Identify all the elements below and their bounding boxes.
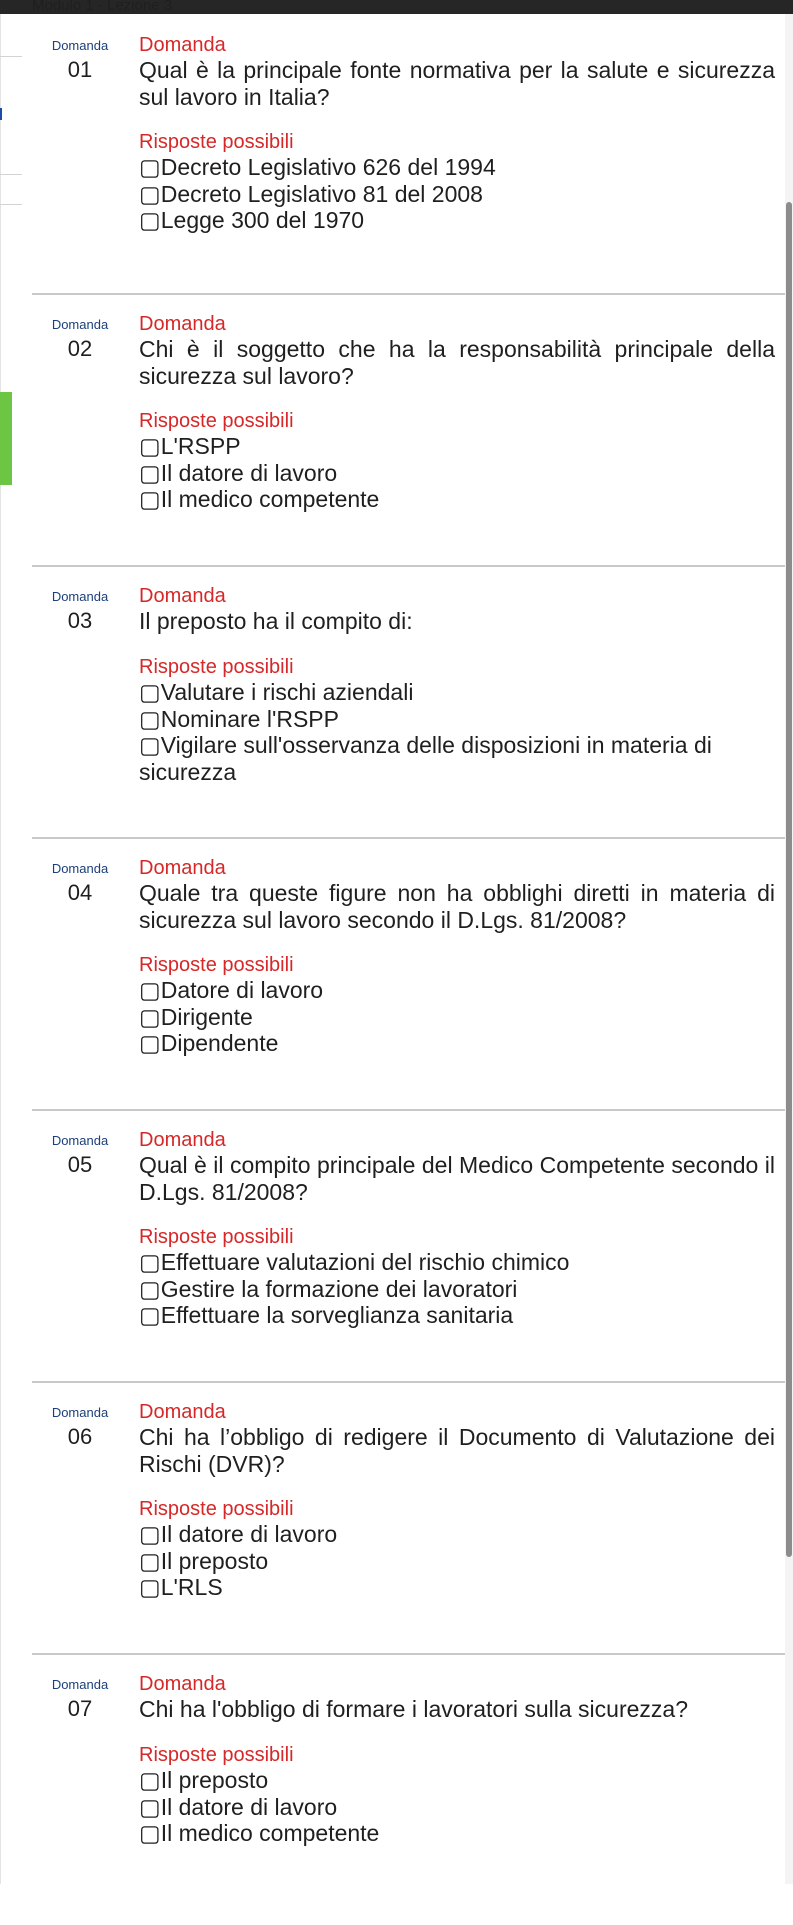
question-text: Il preposto ha il compito di: <box>139 608 413 634</box>
checkbox-icon[interactable]: ▢ <box>139 207 161 233</box>
question-divider <box>32 565 785 567</box>
answer-list <box>139 154 775 234</box>
question-text: Quale tra queste figure non ha obblighi diretti in materia di sicurezza sul lavoro secondo il D.Lgs. 81/2008? <box>139 880 775 933</box>
answer-label: Dirigente <box>160 1003 253 1030</box>
answer-option[interactable] <box>139 460 775 487</box>
answer-option[interactable] <box>139 181 775 208</box>
question-divider <box>32 1381 785 1383</box>
answer-option[interactable] <box>139 1548 775 1575</box>
answer-label: Valutare i rischi aziendali <box>160 679 414 705</box>
breadcrumb[interactable]: Modulo 1 - Lezione 3 <box>32 0 173 11</box>
question-heading: Domanda <box>139 1673 226 1695</box>
question-number: 01 <box>67 57 93 82</box>
question-text: Chi ha l’obbligo di redigere il Documento di Valutazione dei Rischi (DVR)? <box>139 1424 775 1477</box>
answer-option[interactable] <box>139 486 775 513</box>
question-divider <box>32 293 785 295</box>
question-block <box>0 1109 785 1381</box>
checkbox-icon[interactable]: ▢ <box>139 1249 161 1275</box>
answers-heading: Risposte possibili <box>139 410 294 432</box>
answer-option[interactable] <box>139 1030 775 1057</box>
answer-option[interactable] <box>139 1521 775 1548</box>
question-block <box>0 14 785 286</box>
question-block <box>0 565 785 837</box>
question-heading: Domanda <box>139 313 226 335</box>
answer-option[interactable] <box>139 1004 775 1031</box>
answers-heading: Risposte possibili <box>139 131 294 153</box>
question-number: 02 <box>67 336 93 361</box>
checkbox-icon[interactable]: ▢ <box>139 1547 161 1574</box>
question-tag: Domanda <box>51 38 109 53</box>
question-block <box>0 837 785 1109</box>
checkbox-icon[interactable]: ▢ <box>139 459 161 486</box>
question-number: 05 <box>67 1152 93 1177</box>
answer-label: L'RSPP <box>160 433 241 459</box>
question-number: 04 <box>67 880 93 905</box>
question-heading: Domanda <box>139 1129 226 1151</box>
checkbox-icon[interactable]: ▢ <box>139 1820 161 1846</box>
answer-label: L'RLS <box>160 1574 223 1600</box>
question-tag: Domanda <box>51 589 109 604</box>
answer-option[interactable] <box>139 1276 775 1303</box>
answers-heading: Risposte possibili <box>139 1226 294 1248</box>
answer-option[interactable] <box>139 977 775 1004</box>
answer-label: Effettuare la sorveglianza sanitaria <box>160 1302 514 1328</box>
answer-label: Vigilare sull'osservanza delle disposizioni in materia di sicurezza <box>139 732 712 785</box>
answer-list <box>139 1767 775 1847</box>
answer-label: Il medico competente <box>160 486 380 512</box>
answer-option[interactable] <box>139 732 775 785</box>
answer-list <box>139 1521 775 1601</box>
checkbox-icon[interactable]: ▢ <box>139 433 161 459</box>
answer-label: Il datore di lavoro <box>160 459 338 486</box>
answer-option[interactable] <box>139 154 775 181</box>
checkbox-icon[interactable]: ▢ <box>139 154 161 180</box>
question-text: Qual è il compito principale del Medico Competente secondo il D.Lgs. 81/2008? <box>139 1152 775 1205</box>
question-number: 07 <box>67 1696 93 1721</box>
checkbox-icon[interactable]: ▢ <box>139 1793 161 1820</box>
answer-option[interactable] <box>139 706 775 733</box>
answer-option[interactable] <box>139 1767 775 1794</box>
answers-heading: Risposte possibili <box>139 954 294 976</box>
question-divider <box>32 837 785 839</box>
answer-list <box>139 433 775 513</box>
answer-label: Dipendente <box>160 1030 279 1056</box>
answer-option[interactable] <box>139 1574 775 1601</box>
checkbox-icon[interactable]: ▢ <box>139 705 161 732</box>
answer-label: Il datore di lavoro <box>160 1521 338 1547</box>
checkbox-icon[interactable]: ▢ <box>139 1521 161 1547</box>
question-tag: Domanda <box>51 861 109 876</box>
checkbox-icon[interactable]: ▢ <box>139 977 161 1003</box>
question-block <box>0 1653 785 1925</box>
answer-label: Datore di lavoro <box>160 977 324 1003</box>
question-block <box>0 293 785 565</box>
question-divider <box>32 1653 785 1655</box>
question-heading: Domanda <box>139 1401 226 1423</box>
question-heading: Domanda <box>139 585 226 607</box>
checkbox-icon[interactable]: ▢ <box>139 1003 161 1030</box>
answer-option[interactable] <box>139 1820 775 1847</box>
question-text: Chi ha l'obbligo di formare i lavoratori sulla sicurezza? <box>139 1696 688 1722</box>
question-tag: Domanda <box>51 317 109 332</box>
answer-label: Decreto Legislativo 626 del 1994 <box>160 154 496 180</box>
checkbox-icon[interactable]: ▢ <box>139 1275 161 1302</box>
answer-option[interactable] <box>139 207 775 234</box>
answer-label: Legge 300 del 1970 <box>160 207 365 233</box>
answer-label: Nominare l'RSPP <box>160 705 339 732</box>
checkbox-icon[interactable]: ▢ <box>139 1302 161 1328</box>
question-text: Chi è il soggetto che ha la responsabilità principale della sicurezza sul lavoro? <box>139 336 775 389</box>
answer-option[interactable] <box>139 433 775 460</box>
answer-list <box>139 1249 775 1329</box>
checkbox-icon[interactable]: ▢ <box>139 1030 161 1056</box>
answer-option[interactable] <box>139 1249 775 1276</box>
answer-label: Effettuare valutazioni del rischio chimico <box>160 1249 570 1275</box>
question-tag: Domanda <box>51 1133 109 1148</box>
checkbox-icon[interactable]: ▢ <box>139 180 161 207</box>
answer-label: Il preposto <box>160 1547 269 1574</box>
answer-list <box>139 977 775 1057</box>
question-divider <box>32 1109 785 1111</box>
answer-option[interactable] <box>139 1794 775 1821</box>
checkbox-icon[interactable]: ▢ <box>139 679 161 705</box>
checkbox-icon[interactable]: ▢ <box>139 732 161 758</box>
question-tag: Domanda <box>51 1405 109 1420</box>
answer-label: Il medico competente <box>160 1820 380 1846</box>
answers-heading: Risposte possibili <box>139 1498 294 1520</box>
question-number: 03 <box>67 608 93 633</box>
answers-heading: Risposte possibili <box>139 1744 294 1766</box>
answer-option[interactable] <box>139 679 775 706</box>
answer-label: Gestire la formazione dei lavoratori <box>160 1275 518 1302</box>
checkbox-icon[interactable]: ▢ <box>139 1574 161 1600</box>
scrollbar-thumb[interactable] <box>786 202 792 1557</box>
question-text: Qual è la principale fonte normativa per la salute e sicurezza sul lavoro in Italia? <box>139 57 775 110</box>
question-heading: Domanda <box>139 34 226 56</box>
question-block <box>0 1381 785 1653</box>
answer-label: Il datore di lavoro <box>160 1793 338 1820</box>
checkbox-icon[interactable]: ▢ <box>139 1767 161 1793</box>
answer-label: Il preposto <box>160 1767 269 1793</box>
question-heading: Domanda <box>139 857 226 879</box>
question-number: 06 <box>67 1424 93 1449</box>
question-tag: Domanda <box>51 1677 109 1692</box>
answers-heading: Risposte possibili <box>139 656 294 678</box>
answer-list <box>139 679 775 785</box>
answer-label: Decreto Legislativo 81 del 2008 <box>160 180 483 207</box>
answer-option[interactable] <box>139 1302 775 1329</box>
checkbox-icon[interactable]: ▢ <box>139 486 161 512</box>
